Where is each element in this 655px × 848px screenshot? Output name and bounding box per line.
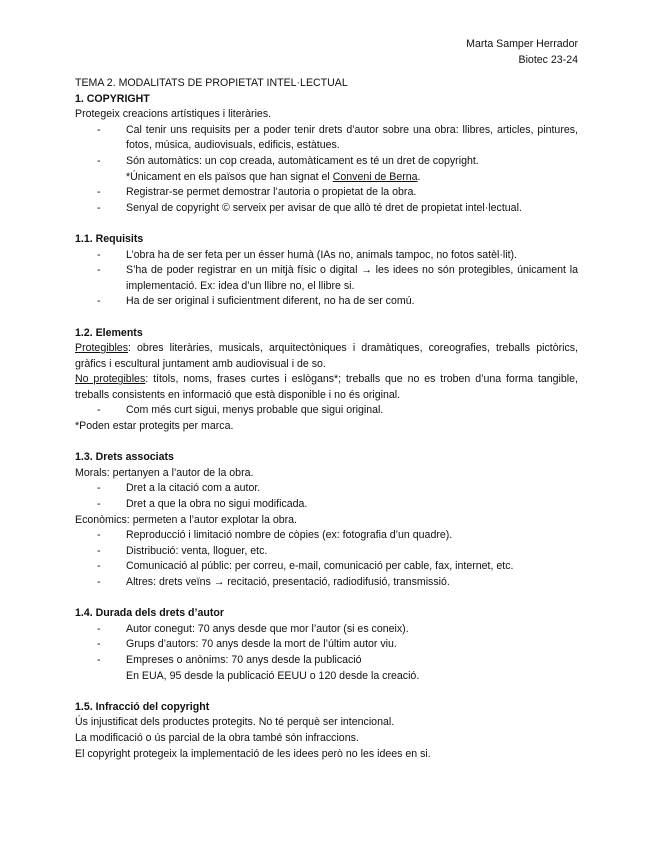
document-body: [75, 76, 578, 762]
berne-note-prefix: *Únicament en els països que han signat el: [126, 170, 333, 183]
list-item: - Cal tenir uns requisits per a poder tenir drets d’autor sobre una obra: llibres, articles, pintures, fotos, música, audiovisuals, edificis, estàtues.: [75, 123, 578, 154]
berne-note-suffix: .: [417, 170, 421, 183]
requisits-list: [75, 248, 578, 310]
no-protegibles-label: No protegibles: [75, 373, 146, 386]
document-header: [466, 37, 578, 68]
list-item: - Comunicació al públic: per correu, e-mail, comunicació per cable, fax, internet, etc.: [75, 559, 578, 575]
morals-line: Morals: pertanyen a l’autor de la obra.: [75, 466, 254, 479]
course-label: Biotec 23-24: [518, 53, 578, 66]
protegibles-paragraph: [75, 341, 578, 372]
section-copyright-heading: 1. COPYRIGHT: [75, 92, 150, 105]
infraccio-line: Ús injustificat dels productes protegits. No té perquè ser intencional.: [75, 716, 395, 729]
list-item: - S’ha de poder registrar en un mitjà físic o digital → les idees no són protegibles, únicament la implementació. Ex: idea d’un llibre no, el llibre si.: [75, 263, 578, 294]
list-item: - Distribució: venta, lloguer, etc.: [75, 544, 578, 560]
section-requisits-heading: 1.1. Requisits: [75, 232, 144, 245]
list-item: - Com més curt sigui, menys probable que sigui original.: [75, 403, 578, 419]
economics-list: [75, 528, 578, 590]
section-elements-heading: 1.2. Elements: [75, 326, 143, 339]
berne-convention-link[interactable]: Conveni de Berna: [332, 170, 418, 183]
elements-footnote: *Poden estar protegits per marca.: [75, 420, 234, 433]
list-item: - Dret a que la obra no sigui modificada.: [75, 497, 578, 513]
no-protegibles-text: : títols, noms, frases curtes i eslògans*; treballs que no es troben d’una forma tangible, treballs consistents en informació que està disponible i no és original.: [75, 373, 578, 401]
list-item: - Altres: drets veïns → recitació, presentació, radiodifusió, transmissió.: [75, 575, 578, 591]
elements-list: [75, 403, 578, 419]
durada-list: [75, 622, 578, 669]
no-protegibles-paragraph: [75, 372, 578, 403]
durada-extra-line: En EUA, 95 desde la publicació EEUU o 120 desde la creació.: [126, 669, 420, 682]
topic-title: TEMA 2. MODALITATS DE PROPIETAT INTEL·LECTUAL: [75, 77, 348, 89]
list-item: - Grups d’autors: 70 anys desde la mort de l’últim autor viu.: [75, 637, 578, 653]
economics-line: Econòmics: permeten a l’autor explotar la obra.: [75, 513, 297, 526]
list-item-text: Són automàtics: un cop creada, automàticament es té un dret de copyright.: [126, 154, 479, 167]
list-item: - Autor conegut: 70 anys desde que mor l’autor (si es coneix).: [75, 622, 578, 638]
list-item: - L’obra ha de ser feta per un ésser humà (IAs no, animals tampoc, no fotos satèl·lit).: [75, 248, 578, 264]
list-item: - Reproducció i limitació nombre de còpies (ex: fotografia d’un quadre).: [75, 528, 578, 544]
protegibles-text: : obres literàries, musicals, arquitectòniques i dramàtiques, coreografies, treballs pictòrics, gràfics i escultural juntament amb audiovisual i de so.: [75, 342, 578, 370]
list-item: - Dret a la citació com a autor.: [75, 481, 578, 497]
list-item: [75, 154, 578, 185]
list-item: - Senyal de copyright © serveix per avisar de que allò té dret de propietat intel·lectual.: [75, 201, 578, 217]
author-name: Marta Samper Herrador: [466, 38, 578, 50]
list-item: - Ha de ser original i suficientment diferent, no ha de ser comú.: [75, 294, 578, 310]
infraccio-line: La modificació o ús parcial de la obra també són infraccions.: [75, 731, 359, 744]
section-copyright-intro: Protegeix creacions artístiques i literàries.: [75, 108, 272, 121]
protegibles-label: Protegibles: [75, 342, 128, 355]
section-drets-heading: 1.3. Drets associats: [75, 451, 174, 464]
copyright-list: [75, 123, 578, 217]
list-item: - Registrar-se permet demostrar l’autoria o propietat de la obra.: [75, 185, 578, 201]
berne-note: [126, 171, 420, 183]
list-item: - Empreses o anònims: 70 anys desde la publicació: [75, 653, 578, 669]
morals-list: [75, 481, 578, 512]
section-infraccio-heading: 1.5. Infracció del copyright: [75, 700, 210, 713]
section-durada-heading: 1.4. Durada dels drets d’autor: [75, 607, 224, 620]
infraccio-line: El copyright protegeix la implementació de les idees però no les idees en si.: [75, 747, 431, 760]
